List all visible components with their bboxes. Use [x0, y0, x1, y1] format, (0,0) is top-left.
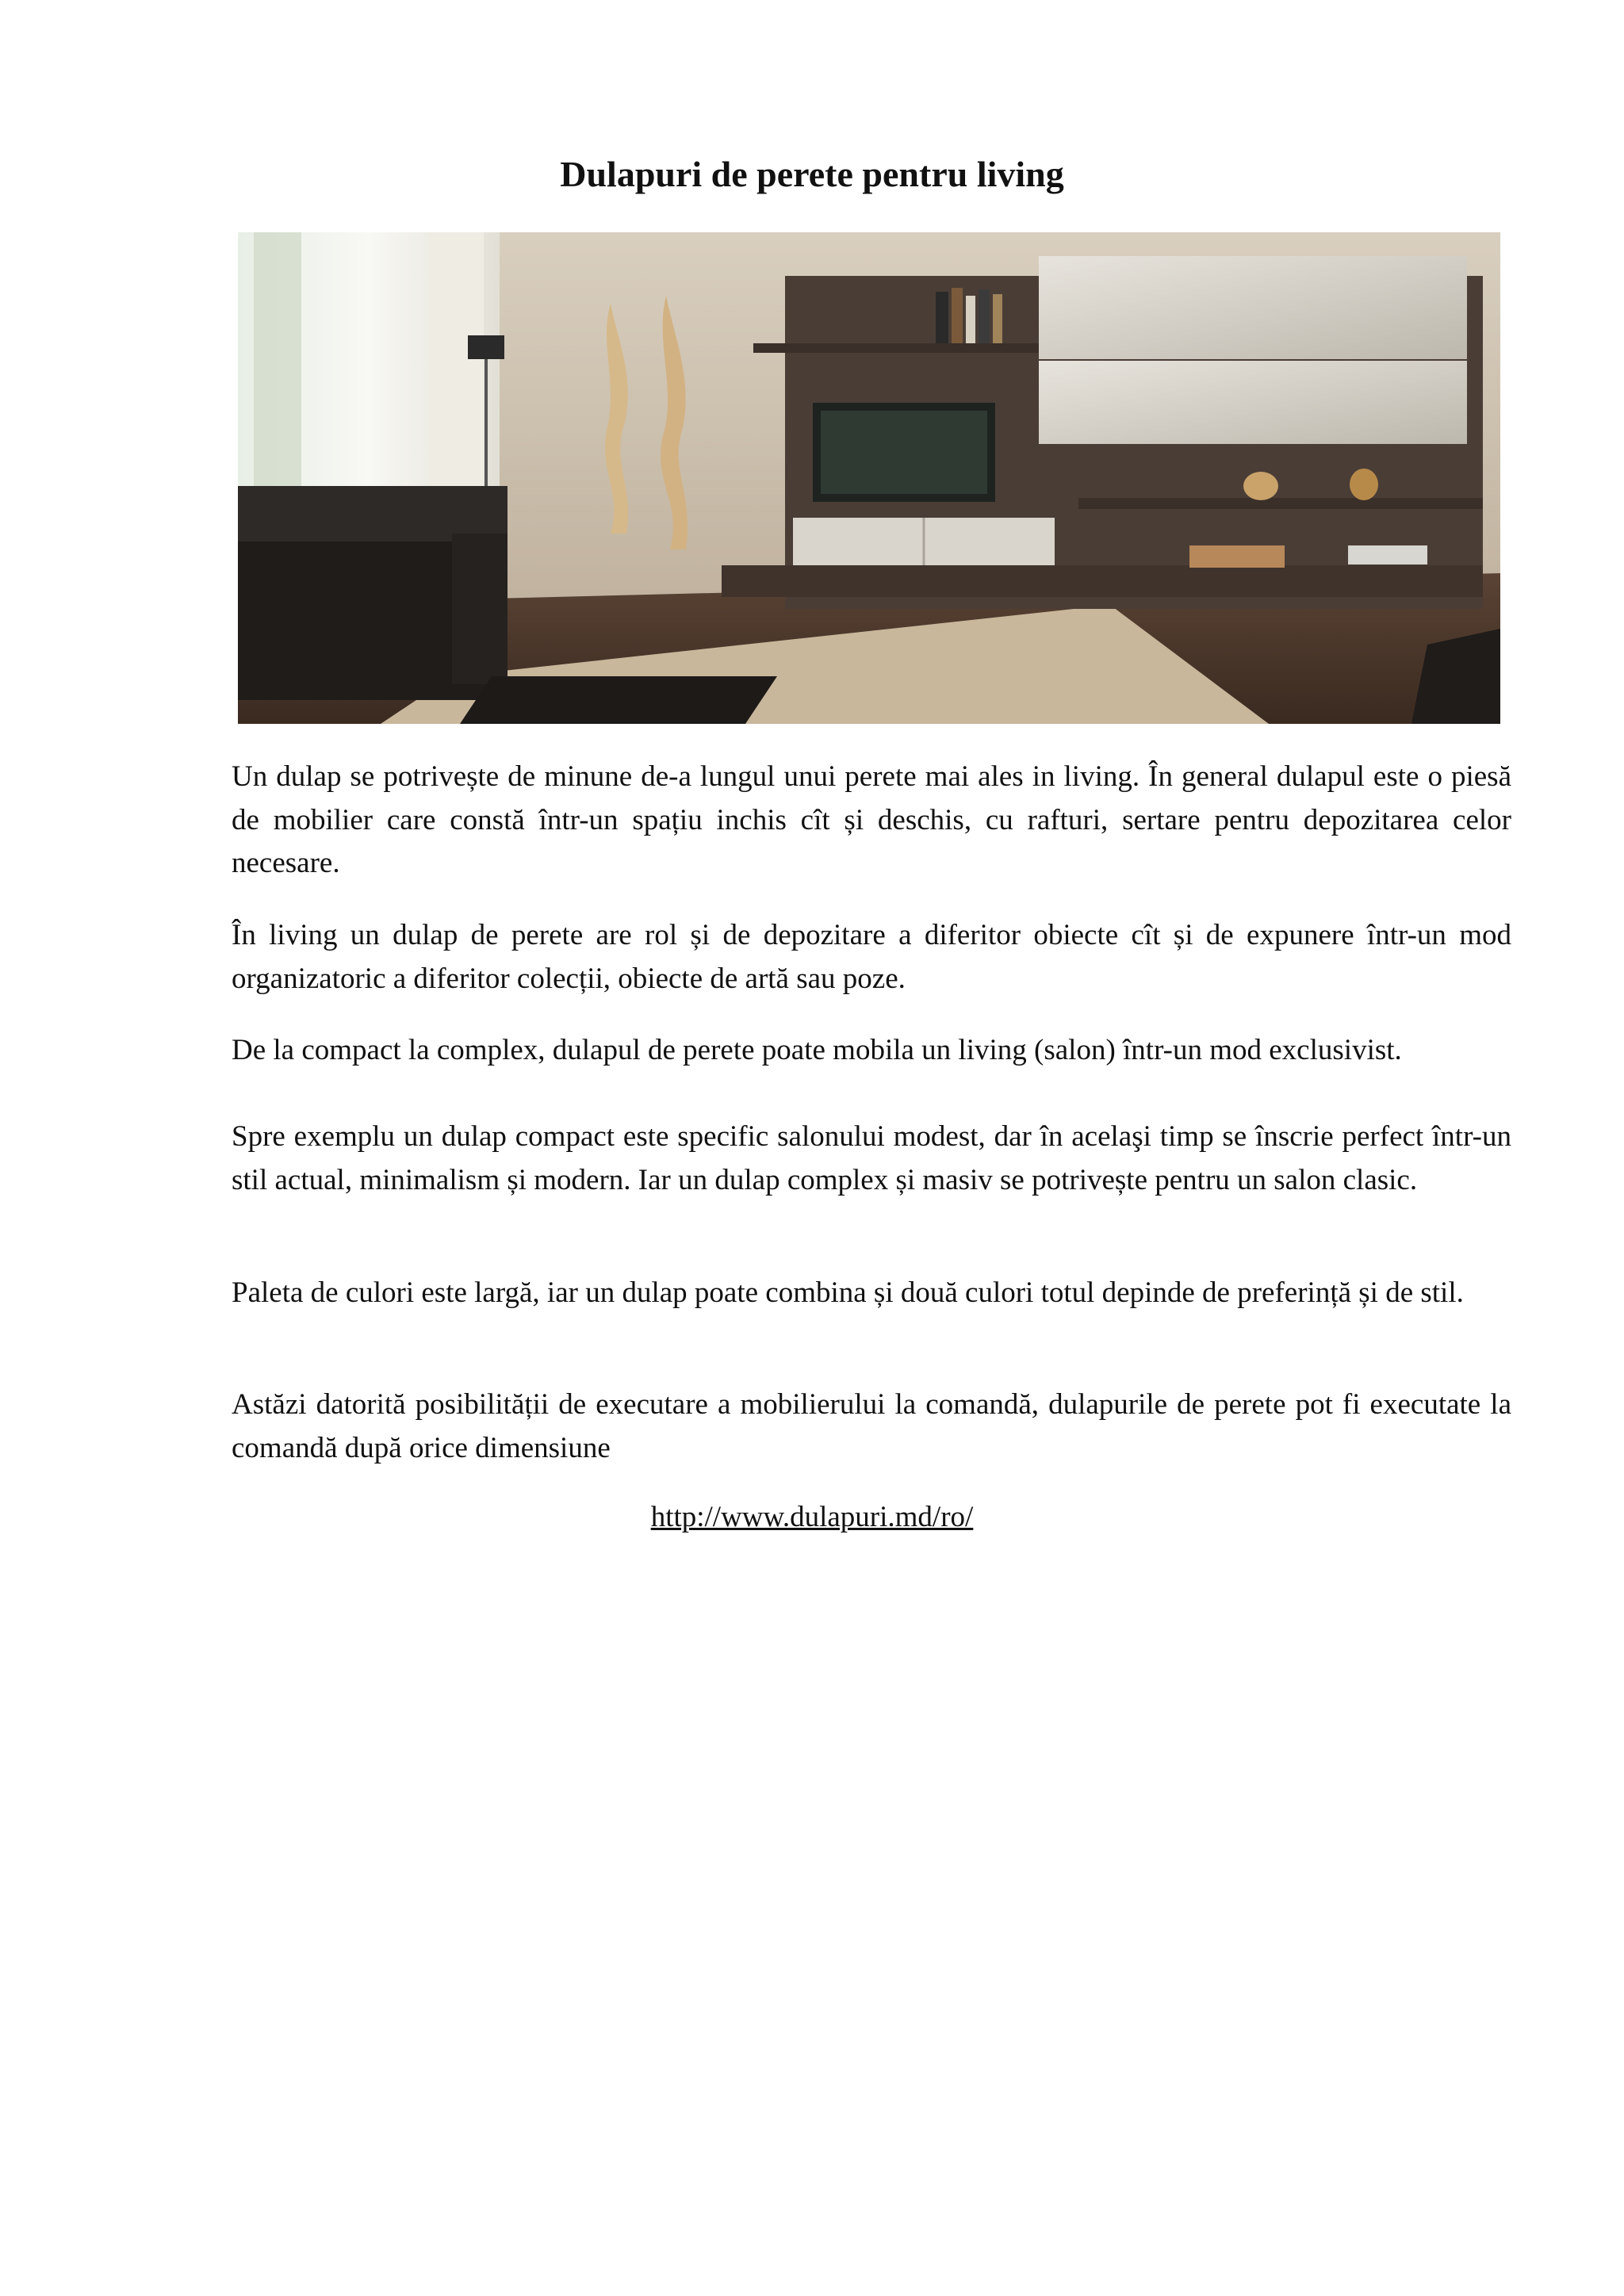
paragraph-6: Astăzi datorită posibilității de executare a mobilierului la comandă, dulapurile de perete pot fi executate la comandă după orice dimensiune	[232, 1388, 1511, 1464]
paragraph-5: Paleta de culori este largă, iar un dulap poate combina și două culori totul depinde de preferință și de stil.	[232, 1276, 1464, 1309]
website-link-row	[0, 1496, 1624, 1539]
page-title: Dulapuri de perete pentru living	[560, 154, 1064, 194]
living-room-photo	[238, 232, 1500, 724]
paragraph-1: Un dulap se potrivește de minune de-a lungul unui perete mai ales in living. În general dulapul este o piesă de mobilier care constă într-un spațiu inchis cît și deschis, cu rafturi, sertare pentru depozitarea celor necesare.	[232, 760, 1511, 879]
paragraph-3: De la compact la complex, dulapul de perete poate mobila un living (salon) într-un mod exclusivist.	[232, 1034, 1402, 1066]
website-link[interactable]: http://www.dulapuri.md/ro/	[650, 1501, 974, 1533]
paragraph-2: În living un dulap de perete are rol și de depozitare a diferitor obiecte cît și de expunere într-un mod organizatoric a diferitor colecții, obiecte de artă sau poze.	[232, 919, 1511, 995]
paragraph-4: Spre exemplu un dulap compact este specific salonului modest, dar în acelaşi timp se înscrie perfect într-un stil actual, minimalism și modern. Iar un dulap complex și masiv se potrivește pentru un salon clasic.	[232, 1120, 1511, 1196]
